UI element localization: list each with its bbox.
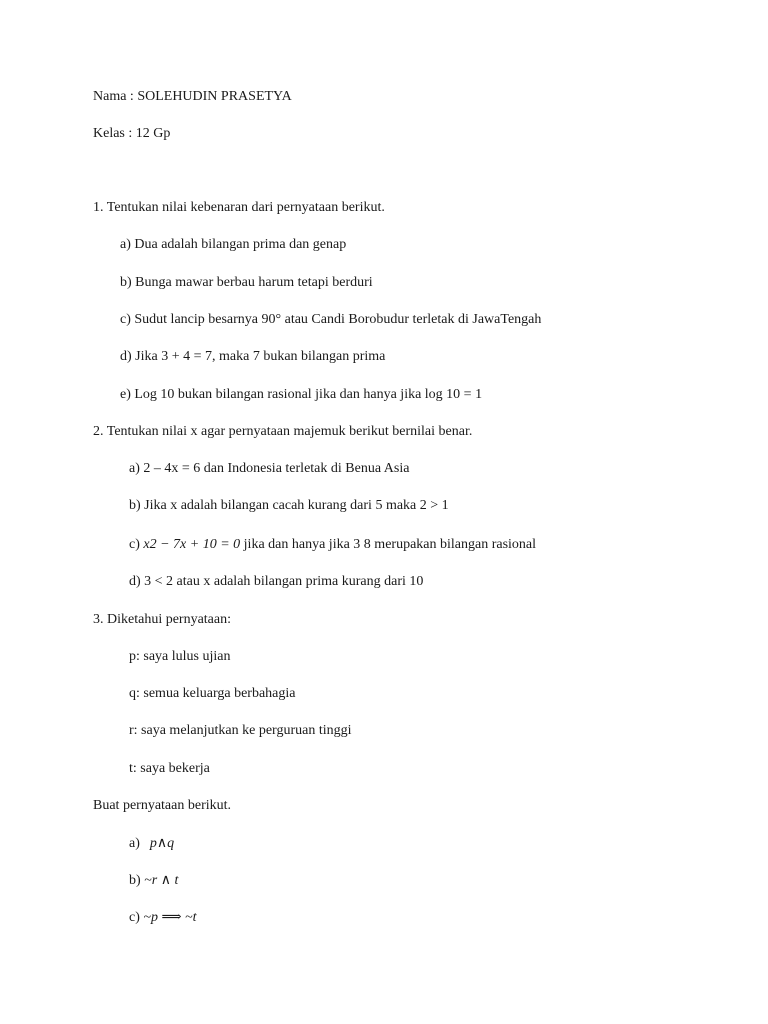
q3-part-c <box>129 909 197 927</box>
q3-part-b <box>129 872 178 890</box>
q1-item-b: b) Bunga mawar berbau harum tetapi berduri <box>120 275 373 290</box>
q2-item-b: b) Jika x adalah bilangan cacah kurang dari 5 maka 2 > 1 <box>129 498 449 513</box>
q3-instruction: Buat pernyataan berikut. <box>93 798 232 813</box>
q3-part-a-label: a) <box>129 836 140 851</box>
q2-item-a: a) 2 – 4x = 6 dan Indonesia terletak di Benua Asia <box>129 461 410 476</box>
q2-item-d: d) 3 < 2 atau x adalah bilangan prima kurang dari 10 <box>129 574 424 589</box>
student-class: Kelas : 12 Gp <box>93 126 171 141</box>
statement-t: t: saya bekerja <box>129 761 210 776</box>
q3-part-b-expression: ~r ∧ t <box>144 873 179 888</box>
q1-item-c: c) Sudut lancip besarnya 90° atau Candi Borobudur terletak di JawaTengah <box>120 312 542 327</box>
q2-item-c-text: jika dan hanya jika 3 8 merupakan bilangan rasional <box>240 537 537 552</box>
q3-part-a <box>129 835 174 853</box>
question-2: 2. Tentukan nilai x agar pernyataan majemuk berikut bernilai benar. <box>93 424 473 439</box>
student-name: Nama : SOLEHUDIN PRASETYA <box>93 89 292 104</box>
q3-part-c-label: c) <box>129 910 144 925</box>
statement-q: q: semua keluarga berbahagia <box>129 686 296 701</box>
q2-item-c-label: c) <box>129 537 144 552</box>
q1-item-d: d) Jika 3 + 4 = 7, maka 7 bukan bilangan prima <box>120 349 386 364</box>
q3-part-a-expression: p∧q <box>149 836 175 851</box>
q2-item-c-equation: x2 − 7x + 10 = 0 <box>143 537 241 552</box>
question-1: 1. Tentukan nilai kebenaran dari pernyataan berikut. <box>93 200 385 215</box>
statement-p: p: saya lulus ujian <box>129 649 231 664</box>
statement-r: r: saya melanjutkan ke perguruan tinggi <box>129 723 352 738</box>
q1-item-e: e) Log 10 bukan bilangan rasional jika dan hanya jika log 10 = 1 <box>120 387 483 402</box>
q1-item-a: a) Dua adalah bilangan prima dan genap <box>120 237 347 252</box>
q3-part-c-expression: ~p ⟹ ~t <box>143 910 197 925</box>
question-3: 3. Diketahui pernyataan: <box>93 612 232 627</box>
q2-item-c <box>129 536 536 554</box>
q3-part-b-label: b) <box>129 873 145 888</box>
